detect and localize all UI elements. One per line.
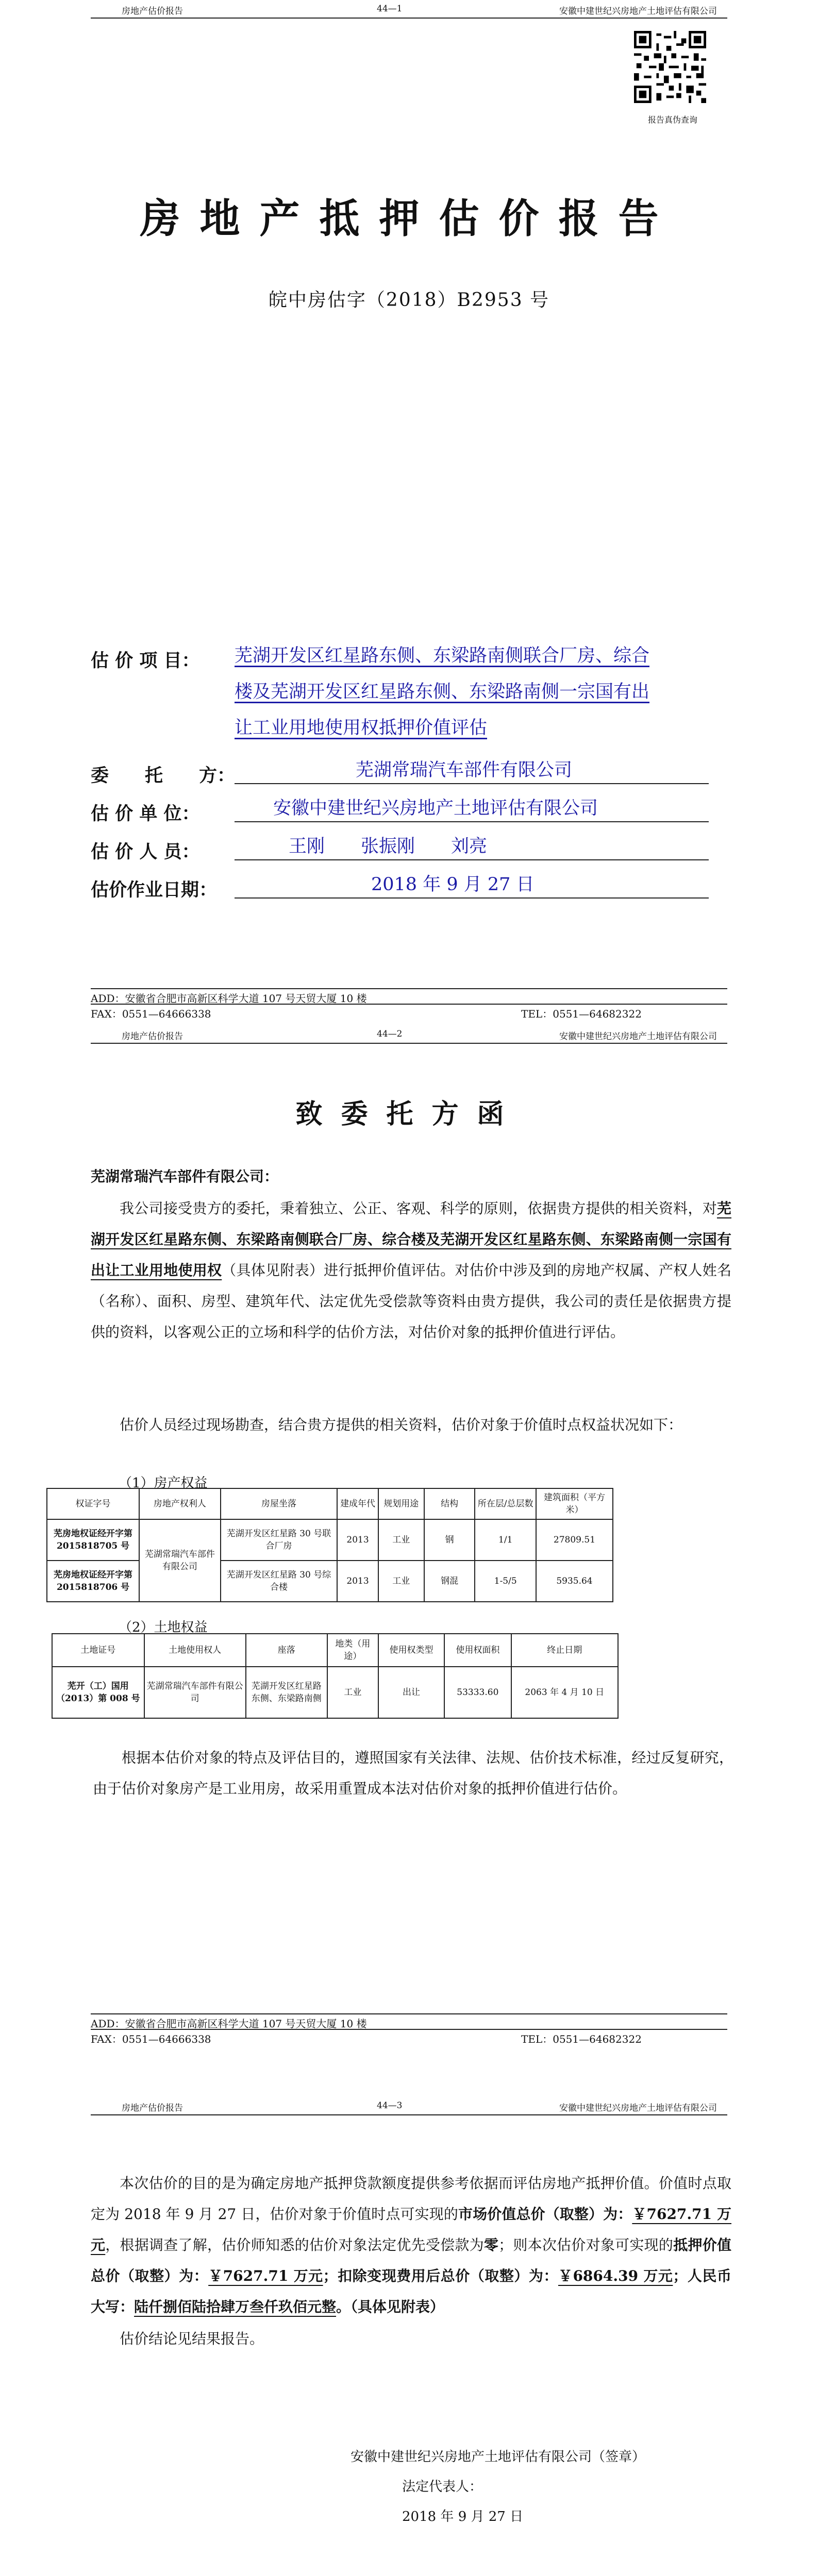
header-right: 安徽中建世纪兴房地产土地评估有限公司: [559, 6, 717, 16]
project-label: 估 价 项 目：: [91, 650, 200, 671]
table-cell-owner: 芜湖常瑞汽车部件有限公司: [139, 1519, 221, 1602]
footer-address: ADD：安徽省合肥市高新区科学大道 107 号天贸大厦 10 楼: [91, 992, 367, 1005]
page-footer: [91, 988, 727, 1019]
table-row: [52, 1667, 618, 1718]
letter-paragraph-3: 根据本估价对象的特点及评估目的，遵照国家有关法律、法规、估价技术标准，经过反复研究，由于估价对象房产是工业用房，故采用重置成本法对估价对象的抵押价值进行估价。: [93, 1749, 733, 1797]
footer-fax: FAX：0551—64666338: [91, 2033, 211, 2045]
land-rights-heading: （2）土地权益: [119, 1620, 208, 1635]
page-header: [91, 1025, 727, 1044]
letter-paragraph-5: 估价结论见结果报告。: [120, 2330, 264, 2347]
table-header-cell: 建成年代: [337, 1488, 378, 1519]
header-right: 安徽中建世纪兴房地产土地评估有限公司: [559, 2103, 717, 2113]
table-cell: 芜房地权证经开字第 2015818705 号: [47, 1519, 139, 1561]
table-header-cell: 结构: [424, 1488, 475, 1519]
footer-tel: TEL：0551—64682322: [521, 1008, 642, 1020]
table-header-cell: 土地证号: [52, 1634, 144, 1667]
header-page-number: 44—1: [377, 4, 403, 14]
table-header-row: [47, 1488, 613, 1519]
letter-page-continued: [0, 2097, 818, 2576]
net-value-words: 陆仟捌佰陆拾肆万叁仟玖佰元整: [134, 2298, 337, 2315]
table-row: [47, 1561, 613, 1602]
table-header-cell: 所在层/总层数: [475, 1488, 536, 1519]
letter-title: 致委托方函: [295, 1098, 523, 1130]
mortgage-value: ￥7627.71 万元: [208, 2267, 323, 2284]
appraiser-label: 估 价 单 位：: [91, 803, 200, 824]
client-value: 芜湖常瑞汽车部件有限公司: [356, 760, 573, 781]
table-cell: 出让: [378, 1667, 444, 1718]
letter-paragraph-1: 我公司接受贵方的委托，秉着独立、公正、客观、科学的原则，依据贵方提供的相关资料，对芜湖开发区红星路东侧、东梁路南侧联合厂房、综合楼及芜湖开发区红星路东侧、东梁路南侧一宗国有出让工业用地使用权（具体见附表）进行抵押价值评估。对估价中涉及到的房地产权属、产权人姓名（名称）、面积、房型、建筑年代、法定优先受偿款等资料由贵方提供，我公司的责任是依据贵方提供的资料，以客观公正的立场和科学的估价方法，对估价对象的抵押价值进行评估。: [91, 1200, 731, 1341]
table-cell: 芜湖开发区红星路 30 号联合厂房: [221, 1519, 338, 1561]
table-cell: 钢混: [424, 1561, 475, 1602]
qr-caption: 报告真伪查询: [647, 115, 697, 125]
table-cell: 2013: [337, 1519, 378, 1561]
project-line: 芜湖开发区红星路东侧、东梁路南侧联合厂房、综合: [235, 646, 650, 666]
table-header-cell: 规划用途: [378, 1488, 424, 1519]
footer-address: ADD：安徽省合肥市高新区科学大道 107 号天贸大厦 10 楼: [91, 2018, 367, 2030]
table-header-row: [52, 1634, 618, 1667]
table-header-cell: 地类（用途）: [327, 1634, 378, 1667]
date-underline: [235, 897, 709, 899]
table-cell: 芜开（工）国用（2013）第 008 号: [52, 1667, 144, 1718]
table-cell: 5935.64: [536, 1561, 613, 1602]
table-header-cell: 建筑面积（平方米）: [536, 1488, 613, 1519]
net-value: ￥6864.39 万元: [558, 2267, 673, 2284]
table-header-cell: 使用权类型: [378, 1634, 444, 1667]
footer-tel: TEL：0551—64682322: [521, 2033, 642, 2045]
table-header-cell: 土地使用权人: [144, 1634, 246, 1667]
header-left: 房地产估价报告: [122, 6, 183, 16]
table-header-cell: 座落: [246, 1634, 327, 1667]
cover-page: [0, 0, 818, 1020]
table-row: [47, 1519, 613, 1561]
persons-label: 估 价 人 员：: [91, 841, 200, 862]
persons-value: 王刚 张振刚 刘亮: [289, 836, 488, 857]
subject-property: 芜湖开发区红星路东侧、东梁路南侧联合厂房、综合楼及芜湖开发区红星路东侧、东梁路南侧一宗国有出让工业用地使用权: [91, 1200, 731, 1279]
table-cell: 芜房地权证经开字第 2015818706 号: [47, 1561, 139, 1602]
letter-paragraph-2: 估价人员经过现场勘查，结合贵方提供的相关资料，估价对象于价值时点权益状况如下：: [120, 1416, 683, 1433]
market-value: ￥7627.71 万元: [91, 2206, 731, 2253]
signature-company: 安徽中建世纪兴房地产土地评估有限公司（签章）: [350, 2449, 646, 2465]
client-underline: [235, 783, 709, 784]
table-cell: 2063 年 4 月 10 日: [511, 1667, 618, 1718]
project-value: [235, 638, 719, 746]
table-cell: 2013: [337, 1561, 378, 1602]
appraiser-value: 安徽中建世纪兴房地产土地评估有限公司: [273, 798, 598, 819]
letter-paragraph-4: 本次估价的目的是为确定房地产抵押贷款额度提供参考依据而评估房地产抵押价值。价值时点取定为 2018 年 9 月 27 日，估价对象于价值时点可实现的市场价值总价（取整）为：￥7627.71 万元，根据调查了解，估价师知悉的估价对象法定优先受偿款为零；则本次估价对象可实现的抵押价值总价（取整）为：￥7627.71 万元；扣除变现费用后总价（取整）为：￥6864.39 万元；人民币大写：陆仟捌佰陆拾肆万叁仟玖佰元整。（具体见附表）: [91, 2175, 731, 2315]
table-cell: 钢: [424, 1519, 475, 1561]
table-cell: 1/1: [475, 1519, 536, 1561]
table-cell: 工业: [378, 1519, 424, 1561]
letter-page: [0, 1025, 818, 2056]
client-label: 委 托 方：: [91, 765, 236, 786]
house-rights-heading: （1）房产权益: [119, 1476, 208, 1491]
header-left: 房地产估价报告: [122, 1031, 183, 1042]
footer-fax: FAX：0551—64666338: [91, 1008, 211, 1020]
persons-underline: [235, 859, 709, 860]
addressee: 芜湖常瑞汽车部件有限公司：: [91, 1168, 279, 1185]
header-page-number: 44—3: [377, 2100, 403, 2111]
date-label: 估价作业日期：: [91, 879, 218, 901]
page-header: [91, 0, 727, 19]
header-right: 安徽中建世纪兴房地产土地评估有限公司: [559, 1031, 717, 1042]
table-cell: 工业: [378, 1561, 424, 1602]
project-line: 楼及芜湖开发区红星路东侧、东梁路南侧一宗国有出: [235, 682, 650, 702]
report-title: 房地产抵押估价报告: [140, 195, 678, 242]
page-footer: [91, 2013, 727, 2044]
date-value: 2018 年 9 月 27 日: [371, 874, 535, 895]
header-page-number: 44—2: [377, 1029, 403, 1039]
table-cell: 芜湖开发区红星路东侧、东梁路南侧: [246, 1667, 327, 1718]
table-cell: 27809.51: [536, 1519, 613, 1561]
table-header-cell: 权证字号: [47, 1488, 139, 1519]
table-cell: 工业: [327, 1667, 378, 1718]
land-rights-table: [52, 1633, 619, 1719]
signature-date: 2018 年 9 月 27 日: [402, 2509, 524, 2524]
table-cell: 1-5/5: [475, 1561, 536, 1602]
table-header-cell: 使用权面积: [444, 1634, 511, 1667]
header-left: 房地产估价报告: [122, 2103, 183, 2113]
report-number: 皖中房估字（2018）B2953 号: [268, 290, 550, 311]
house-rights-table: [46, 1488, 613, 1602]
appraiser-underline: [235, 821, 709, 822]
table-header-cell: 房屋坐落: [221, 1488, 338, 1519]
table-header-cell: 房地产权利人: [139, 1488, 221, 1519]
table-cell: 芜湖常瑞汽车部件有限公司: [144, 1667, 246, 1718]
table-cell: 53333.60: [444, 1667, 511, 1718]
table-cell: 芜湖开发区红星路 30 号综合楼: [221, 1561, 338, 1602]
page-header: [91, 2097, 727, 2115]
project-line: 让工业用地使用权抵押价值评估: [235, 718, 488, 738]
table-header-cell: 终止日期: [511, 1634, 618, 1667]
signature-representative: 法定代表人：: [402, 2479, 483, 2495]
qr-code-icon[interactable]: [634, 31, 706, 103]
